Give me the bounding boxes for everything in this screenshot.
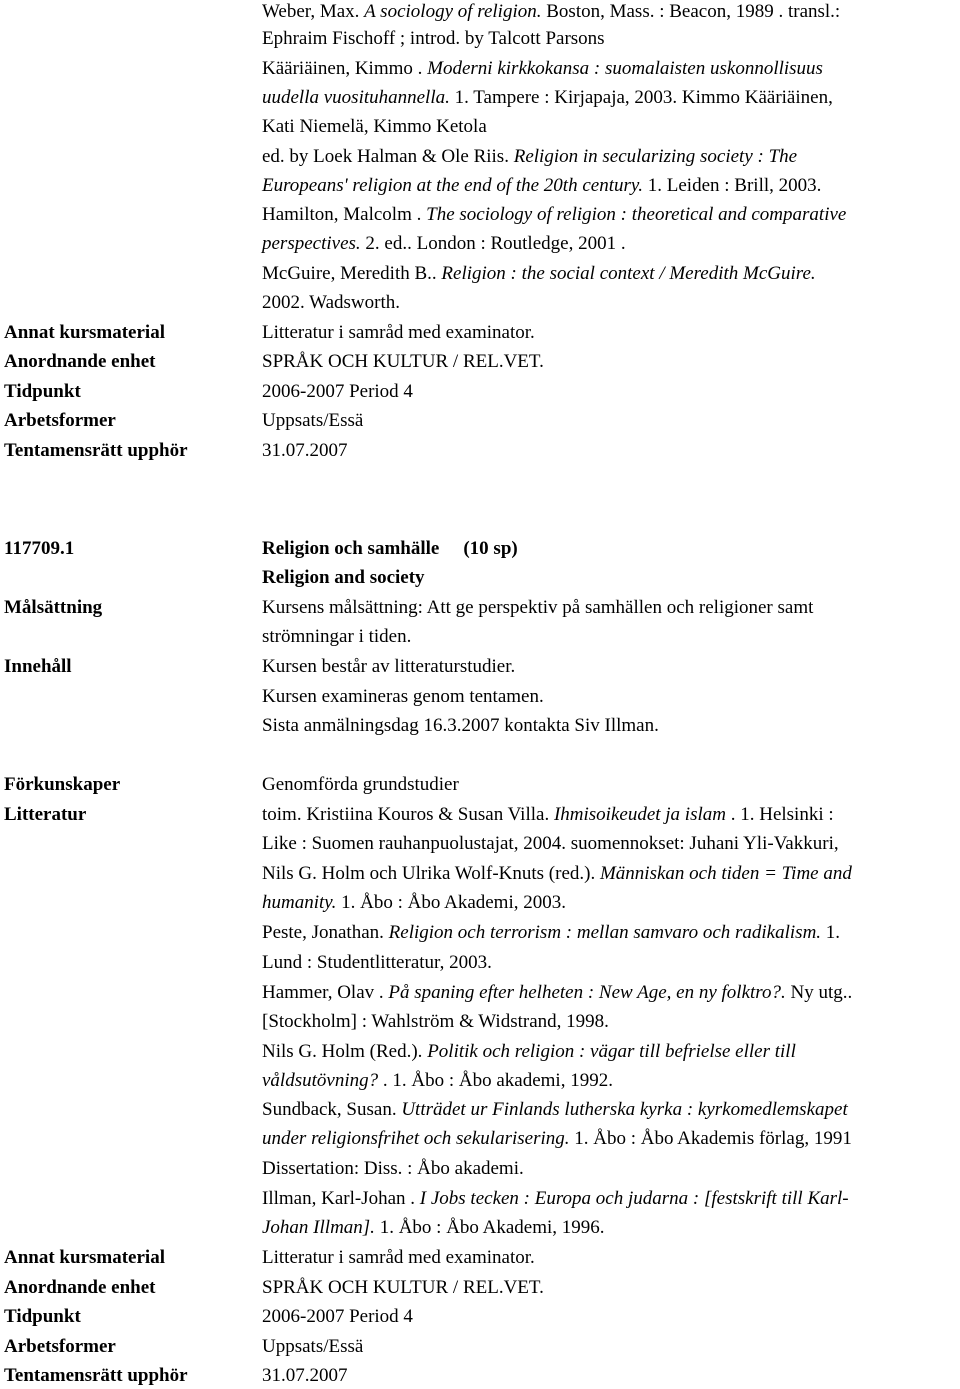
meta-label: Annat kursmaterial bbox=[4, 322, 165, 343]
reference-line: humanity. 1. Åbo : Åbo Akademi, 2003. bbox=[262, 892, 566, 913]
prereq-label: Förkunskaper bbox=[4, 774, 121, 795]
meta-value: 31.07.2007 bbox=[262, 440, 348, 461]
reference-line: Hamilton, Malcolm . The sociology of religion : theoretical and comparative bbox=[262, 204, 847, 225]
reference-line: 2002. Wadsworth. bbox=[262, 292, 400, 313]
meta-value: SPRÅK OCH KULTUR / REL.VET. bbox=[262, 351, 544, 372]
meta-label: Tentamensrätt upphör bbox=[4, 1365, 188, 1386]
reference-line: Nils G. Holm och Ulrika Wolf-Knuts (red.). Människan och tiden = Time and bbox=[262, 863, 852, 884]
reference-line: Johan Illman]. 1. Åbo : Åbo Akademi, 1996. bbox=[262, 1217, 605, 1238]
reference-line: Hammer, Olav . På spaning efter helheten : New Age, en ny folktro?. Ny utg.. bbox=[262, 982, 853, 1003]
reference-line: Nils G. Holm (Red.). Politik och religion : vägar till befrielse eller till bbox=[262, 1041, 796, 1062]
reference-line: Weber, Max. A sociology of religion. Boston, Mass. : Beacon, 1989 . transl.: bbox=[262, 1, 841, 22]
reference-line: toim. Kristiina Kouros & Susan Villa. Ihmisoikeudet ja islam . 1. Helsinki : bbox=[262, 804, 834, 825]
reference-line: ed. by Loek Halman & Ole Riis. Religion in secularizing society : The bbox=[262, 146, 798, 167]
reference-line: Europeans' religion at the end of the 20th century. 1. Leiden : Brill, 2003. bbox=[262, 175, 822, 196]
reference-line: Illman, Karl-Johan . I Jobs tecken : Europa och judarna : [festskrift till Karl- bbox=[262, 1188, 849, 1209]
meta-value: Litteratur i samråd med examinator. bbox=[262, 1247, 535, 1268]
meta-label: Arbetsformer bbox=[4, 1336, 116, 1357]
reference-line: våldsutövning? . 1. Åbo : Åbo akademi, 1992. bbox=[262, 1070, 613, 1091]
reference-line: Peste, Jonathan. Religion och terrorism : mellan samvaro och radikalism. 1. bbox=[262, 922, 841, 943]
content-text: Kursen består av litteraturstudier. bbox=[262, 656, 516, 677]
reference-line: Kääriäinen, Kimmo . Moderni kirkkokansa : suomalaisten uskonnollisuus bbox=[262, 58, 823, 79]
content-text: Sista anmälningsdag 16.3.2007 kontakta Siv Illman. bbox=[262, 715, 659, 736]
reference-line: Ephraim Fischoff ; introd. by Talcott Parsons bbox=[262, 28, 605, 49]
meta-label: Anordnande enhet bbox=[4, 1277, 156, 1298]
reference-line: uudella vuosituhannella. 1. Tampere : Kirjapaja, 2003. Kimmo Kääriäinen, bbox=[262, 87, 833, 108]
meta-value: Litteratur i samråd med examinator. bbox=[262, 322, 535, 343]
course-title-en: Religion and society bbox=[262, 567, 425, 588]
meta-label: Tentamensrätt upphör bbox=[4, 440, 188, 461]
meta-value: 2006-2007 Period 4 bbox=[262, 381, 413, 402]
meta-label: Tidpunkt bbox=[4, 1306, 81, 1327]
reference-line: Like : Suomen rauhanpuolustajat, 2004. suomennokset: Juhani Yli-Vakkuri, bbox=[262, 833, 839, 854]
literature-label: Litteratur bbox=[4, 804, 87, 825]
course-code: 117709.1 bbox=[4, 538, 75, 559]
meta-value: Uppsats/Essä bbox=[262, 410, 364, 431]
meta-label: Arbetsformer bbox=[4, 410, 116, 431]
meta-value: Uppsats/Essä bbox=[262, 1336, 364, 1357]
meta-label: Anordnande enhet bbox=[4, 351, 156, 372]
reference-line: Dissertation: Diss. : Åbo akademi. bbox=[262, 1158, 524, 1179]
course-title: Religion och samhälle (10 sp) bbox=[262, 538, 518, 559]
meta-value: 2006-2007 Period 4 bbox=[262, 1306, 413, 1327]
goal-label: Målsättning bbox=[4, 597, 103, 618]
reference-line: Kati Niemelä, Kimmo Ketola bbox=[262, 116, 487, 137]
reference-line: Sundback, Susan. Utträdet ur Finlands lutherska kyrka : kyrkomedlemskapet bbox=[262, 1099, 848, 1120]
meta-value: 31.07.2007 bbox=[262, 1365, 348, 1386]
reference-line: perspectives. 2. ed.. London : Routledge, 2001 . bbox=[262, 233, 626, 254]
content-label: Innehåll bbox=[4, 656, 72, 677]
goal-text: Kursens målsättning: Att ge perspektiv på samhällen och religioner samt bbox=[262, 597, 814, 618]
goal-text: strömningar i tiden. bbox=[262, 626, 412, 647]
meta-label: Tidpunkt bbox=[4, 381, 81, 402]
reference-line: [Stockholm] : Wahlström & Widstrand, 1998. bbox=[262, 1011, 609, 1032]
reference-line: Lund : Studentlitteratur, 2003. bbox=[262, 952, 492, 973]
reference-line: under religionsfrihet och sekularisering. 1. Åbo : Åbo Akademis förlag, 1991 bbox=[262, 1128, 852, 1149]
content-text: Kursen examineras genom tentamen. bbox=[262, 686, 544, 707]
meta-label: Annat kursmaterial bbox=[4, 1247, 165, 1268]
reference-line: McGuire, Meredith B.. Religion : the social context / Meredith McGuire. bbox=[262, 263, 816, 284]
prereq-value: Genomförda grundstudier bbox=[262, 774, 459, 795]
meta-value: SPRÅK OCH KULTUR / REL.VET. bbox=[262, 1277, 544, 1298]
